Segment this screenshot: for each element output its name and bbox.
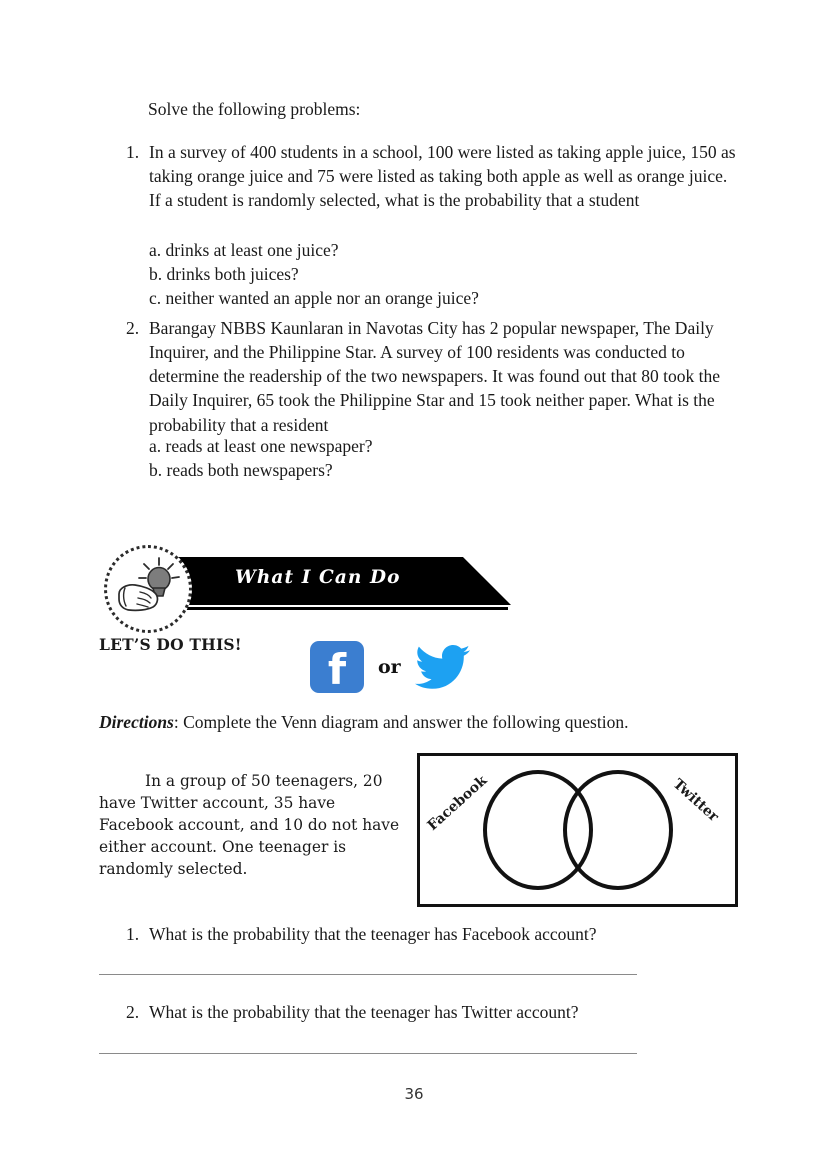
facebook-icon (310, 641, 364, 693)
problem-1-subitem-c: c. neither wanted an apple nor an orange juice? (149, 288, 479, 309)
facebook-letter: f (327, 645, 347, 694)
venn-label-twitter: Twitter (669, 776, 722, 826)
problem-2-subitems (149, 434, 373, 482)
social-icons-row (310, 641, 471, 693)
what-i-can-do-banner (104, 545, 524, 625)
directions-text: : Complete the Venn diagram and answer the following question. (173, 712, 629, 732)
question-2-number: 2. (126, 1002, 140, 1022)
answer-line-1[interactable] (99, 974, 637, 975)
problem-2-number: 2. (126, 318, 140, 338)
conjunction-or: or (378, 656, 401, 678)
page-number: 36 (404, 1085, 424, 1103)
venn-scenario-text: In a group of 50 teenagers, 20 have Twitter account, 35 have Facebook account, and 10 do not have either account. One teenager is randomly selected. (99, 772, 400, 879)
problem-1-text: In a survey of 400 students in a school, 100 were listed as taking apple juice, 150 as taking orange juice and 75 were listed as taking both apple as well as orange juice. If a student is randomly selected, what is the probability that a student (149, 142, 736, 211)
question-1-text: What is the probability that the teenager has Facebook account? (149, 924, 597, 944)
banner-underline (163, 607, 508, 610)
venn-label-facebook: Facebook (424, 772, 491, 834)
directions-line (99, 712, 628, 733)
question-2 (126, 1002, 578, 1023)
problem-2-text: Barangay NBBS Kaunlaran in Navotas City has 2 popular newspaper, The Daily Inquirer, and the Philippine Star. A survey of 100 residents was conducted to determine the readership of the two newspapers. It was found out that 80 took the Daily Inquirer, 65 took the Philippine Star and 15 took neither paper. What is the probability that a resident (149, 318, 721, 435)
question-1-number: 1. (126, 924, 140, 944)
twitter-bird-icon (415, 644, 471, 690)
problem-1-subitem-b: b. drinks both juices? (149, 264, 299, 285)
instruction-lead: Solve the following problems: (148, 99, 361, 119)
activity-heading: LET’S DO THIS! (99, 635, 242, 654)
problem-1-number: 1. (126, 142, 140, 162)
banner-title: What I Can Do (235, 567, 401, 588)
problem-2-subitem-b: b. reads both newspapers? (149, 460, 333, 481)
problem-1-subitems (149, 238, 479, 310)
answer-line-2[interactable] (99, 1053, 637, 1054)
problem-1 (126, 140, 736, 212)
question-1 (126, 924, 597, 945)
question-2-text: What is the probability that the teenager has Twitter account? (149, 1002, 579, 1022)
hand-holding-lightbulb-icon (104, 545, 192, 633)
venn-diagram (417, 753, 738, 907)
problem-2-subitem-a: a. reads at least one newspaper? (149, 436, 373, 456)
venn-circle-twitter (563, 770, 673, 890)
problem-2 (126, 316, 736, 437)
directions-label: Directions (99, 712, 174, 732)
problem-1-subitem-a: a. drinks at least one juice? (149, 240, 339, 260)
